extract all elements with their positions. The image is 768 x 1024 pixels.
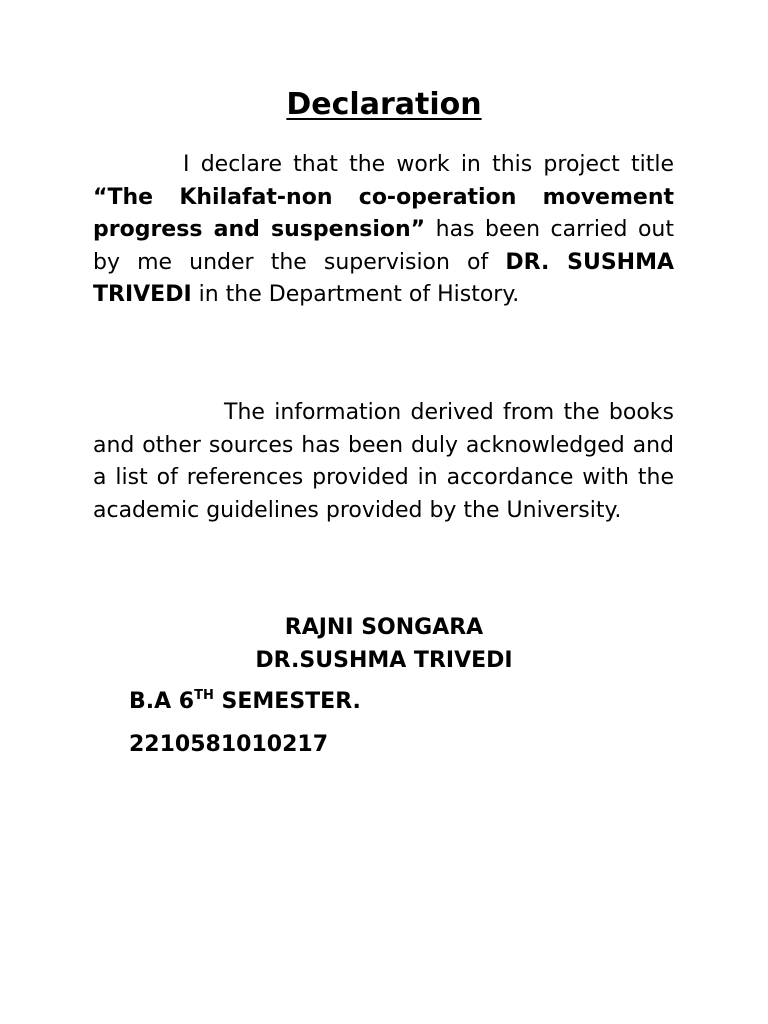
- class-superscript: TH: [194, 688, 214, 703]
- class-semester: [129, 686, 361, 718]
- page-title: [0, 84, 768, 126]
- acknowledgement-paragraph: The information derived from the books and other sources has been duly acknowledged and a list of references provided in accordance with the academic guidelines provided by the University.: [93, 400, 674, 523]
- paragraph1-text-start: I declare that the work in this project title: [183, 152, 674, 177]
- student-name: RAJNI SONGARA: [284, 615, 484, 640]
- class-prefix: B.A 6: [129, 689, 195, 714]
- declaration-heading: Declaration: [286, 87, 482, 122]
- declaration-paragraph: [93, 149, 674, 312]
- supervisor-name: DR.SUSHMA TRIVEDI: [255, 648, 513, 673]
- class-suffix: SEMESTER.: [213, 689, 361, 714]
- paragraph1-text-middle: has been carried out by me under the supervision of: [93, 217, 674, 275]
- supervisor-name-inline: DR. SUSHMA TRIVEDI: [93, 249, 674, 307]
- paragraph1-text-end: in the Department of History.: [191, 282, 520, 307]
- project-title: “The Khilafat-non co-operation movement progress and suspension”: [93, 184, 674, 242]
- roll-number: 2210581010217: [129, 732, 328, 757]
